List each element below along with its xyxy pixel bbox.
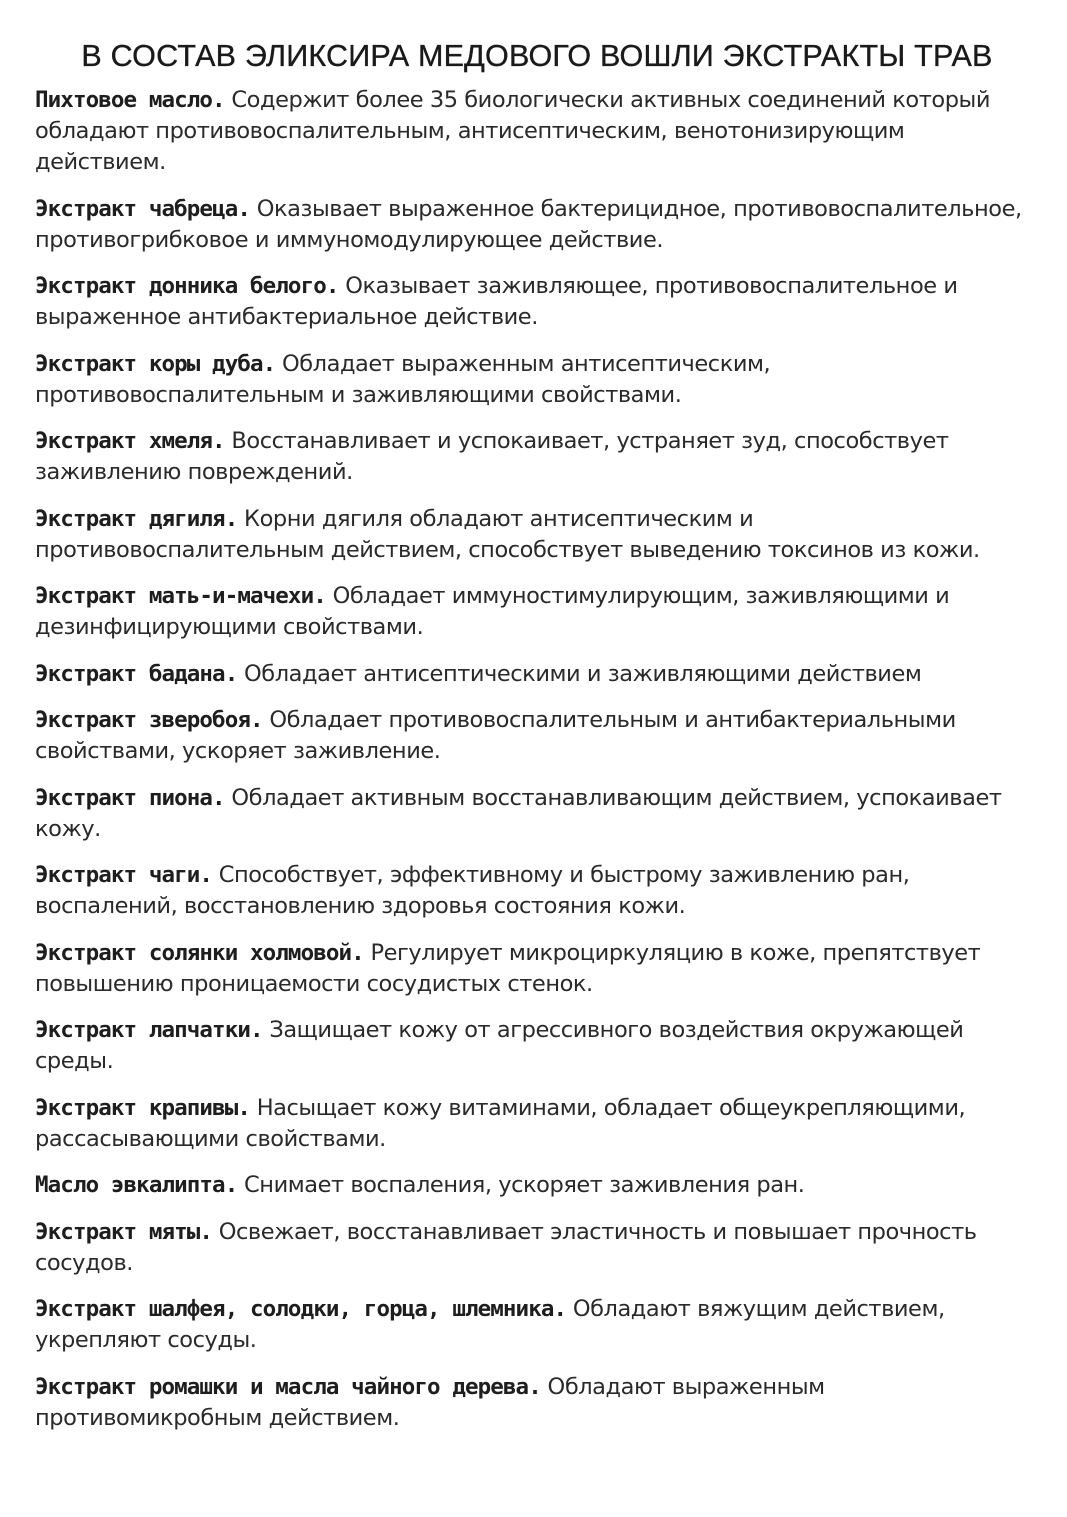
- ingredient-description: Оказывает выраженное бактерицидное, противовоспалительное, противогрибковое и иммуномодулирующее действие.: [35, 195, 1022, 253]
- ingredient-name: Экстракт мяты.: [35, 1218, 213, 1245]
- ingredient-name: Экстракт бадана.: [35, 660, 238, 687]
- ingredient-name: Экстракт чаги.: [35, 862, 213, 888]
- ingredient-entry: [35, 1372, 1039, 1434]
- ingredient-entry: [35, 1093, 1039, 1155]
- ingredient-description: Оказывает заживляющее, противовоспалительное и выраженное антибактериальное действие.: [35, 273, 958, 330]
- ingredient-description: Обладают вяжущим действием, укрепляют сосуды.: [35, 1296, 945, 1353]
- ingredient-entry: [35, 783, 1039, 845]
- ingredient-description: Насыщает кожу витаминами, обладает общеукрепляющими, рассасывающими свойствами.: [35, 1094, 966, 1152]
- ingredient-description: Освежает, восстанавливает эластичность и повышает прочность сосудов.: [35, 1218, 977, 1276]
- ingredient-description: Обладает иммуностимулирующим, заживляющими и дезинфицирующими свойствами.: [35, 583, 950, 640]
- ingredient-description: Снимает воспаления, ускоряет заживления ран.: [237, 1172, 805, 1198]
- ingredient-name: Экстракт шалфея, солодки, горца, шлемника.: [35, 1296, 567, 1322]
- ingredient-entry: [35, 1217, 1039, 1279]
- ingredient-description: Восстанавливает и успокаивает, устраняет зуд, способствует заживлению повреждений.: [35, 428, 949, 485]
- ingredient-name: Масло эвкалипта.: [35, 1172, 238, 1198]
- ingredient-entry: [35, 85, 1039, 178]
- ingredient-description: Защищает кожу от агрессивного воздействия окружающей среды.: [35, 1017, 964, 1074]
- ingredient-name: Экстракт ромашки и масла чайного дерева.: [35, 1373, 541, 1400]
- ingredient-name: Экстракт пиона.: [35, 784, 225, 811]
- ingredient-description: Способствует, эффективному и быстрому заживлению ран, воспалений, восстановлению здоровья состояния кожи.: [35, 862, 910, 919]
- ingredient-entry: [35, 1170, 1039, 1201]
- ingredient-entry: [35, 194, 1039, 256]
- ingredient-description: Обладает выраженным антисептическим, противовоспалительным и заживляющими свойствами.: [35, 350, 771, 408]
- ingredient-name: Экстракт мать-и-мачехи.: [35, 583, 326, 609]
- ingredient-entry: [35, 426, 1039, 488]
- ingredient-entry: [35, 581, 1039, 643]
- ingredient-name: Экстракт зверобоя.: [35, 707, 263, 733]
- ingredient-name: Экстракт лапчатки.: [35, 1017, 263, 1043]
- ingredient-name: Экстракт донника белого.: [35, 273, 339, 299]
- ingredient-name: Экстракт солянки холмовой.: [35, 939, 364, 966]
- page-title: В СОСТАВ ЭЛИКСИРА МЕДОВОГО ВОШЛИ ЭКСТРАКТЫ ТРАВ: [81, 39, 993, 73]
- ingredient-name: Экстракт хмеля.: [35, 428, 225, 454]
- ingredient-description: Содержит более 35 биологически активных соединений который обладают противовоспалительным, антисептическим, венотонизирующим действием.: [35, 87, 991, 175]
- ingredient-name: Экстракт чабреца.: [35, 195, 250, 222]
- ingredient-name: Пихтовое масло.: [35, 87, 225, 113]
- ingredient-entry: [35, 1015, 1039, 1077]
- ingredient-name: Экстракт коры дуба.: [35, 350, 276, 377]
- ingredient-list: [35, 85, 1039, 1434]
- ingredient-description: Регулирует микроциркуляцию в коже, препятствует повышению проницаемости сосудистых стенок.: [35, 939, 981, 997]
- ingredient-entry: [35, 860, 1039, 922]
- ingredient-entry: [35, 938, 1039, 1000]
- ingredient-description: Обладает активным восстанавливающим действием, успокаивает кожу.: [35, 784, 1002, 842]
- ingredient-name: Экстракт крапивы.: [35, 1094, 250, 1121]
- ingredient-entry: [35, 504, 1039, 566]
- ingredient-entry: [35, 1294, 1039, 1356]
- ingredient-description: Обладает противовоспалительным и антибактериальными свойствами, ускоряет заживление.: [35, 707, 956, 764]
- ingredient-description: Корни дягиля обладают антисептическим и противовоспалительным действием, способствует выведению токсинов из кожи.: [35, 505, 980, 563]
- ingredient-name: Экстракт дягиля.: [35, 505, 238, 532]
- ingredient-description: Обладают выраженным противомикробным действием.: [35, 1373, 825, 1431]
- ingredient-entry: [35, 705, 1039, 767]
- ingredient-entry: [35, 659, 1039, 690]
- ingredient-entry: [35, 271, 1039, 333]
- ingredient-entry: [35, 349, 1039, 411]
- ingredient-description: Обладает антисептическими и заживляющими действием: [237, 660, 922, 687]
